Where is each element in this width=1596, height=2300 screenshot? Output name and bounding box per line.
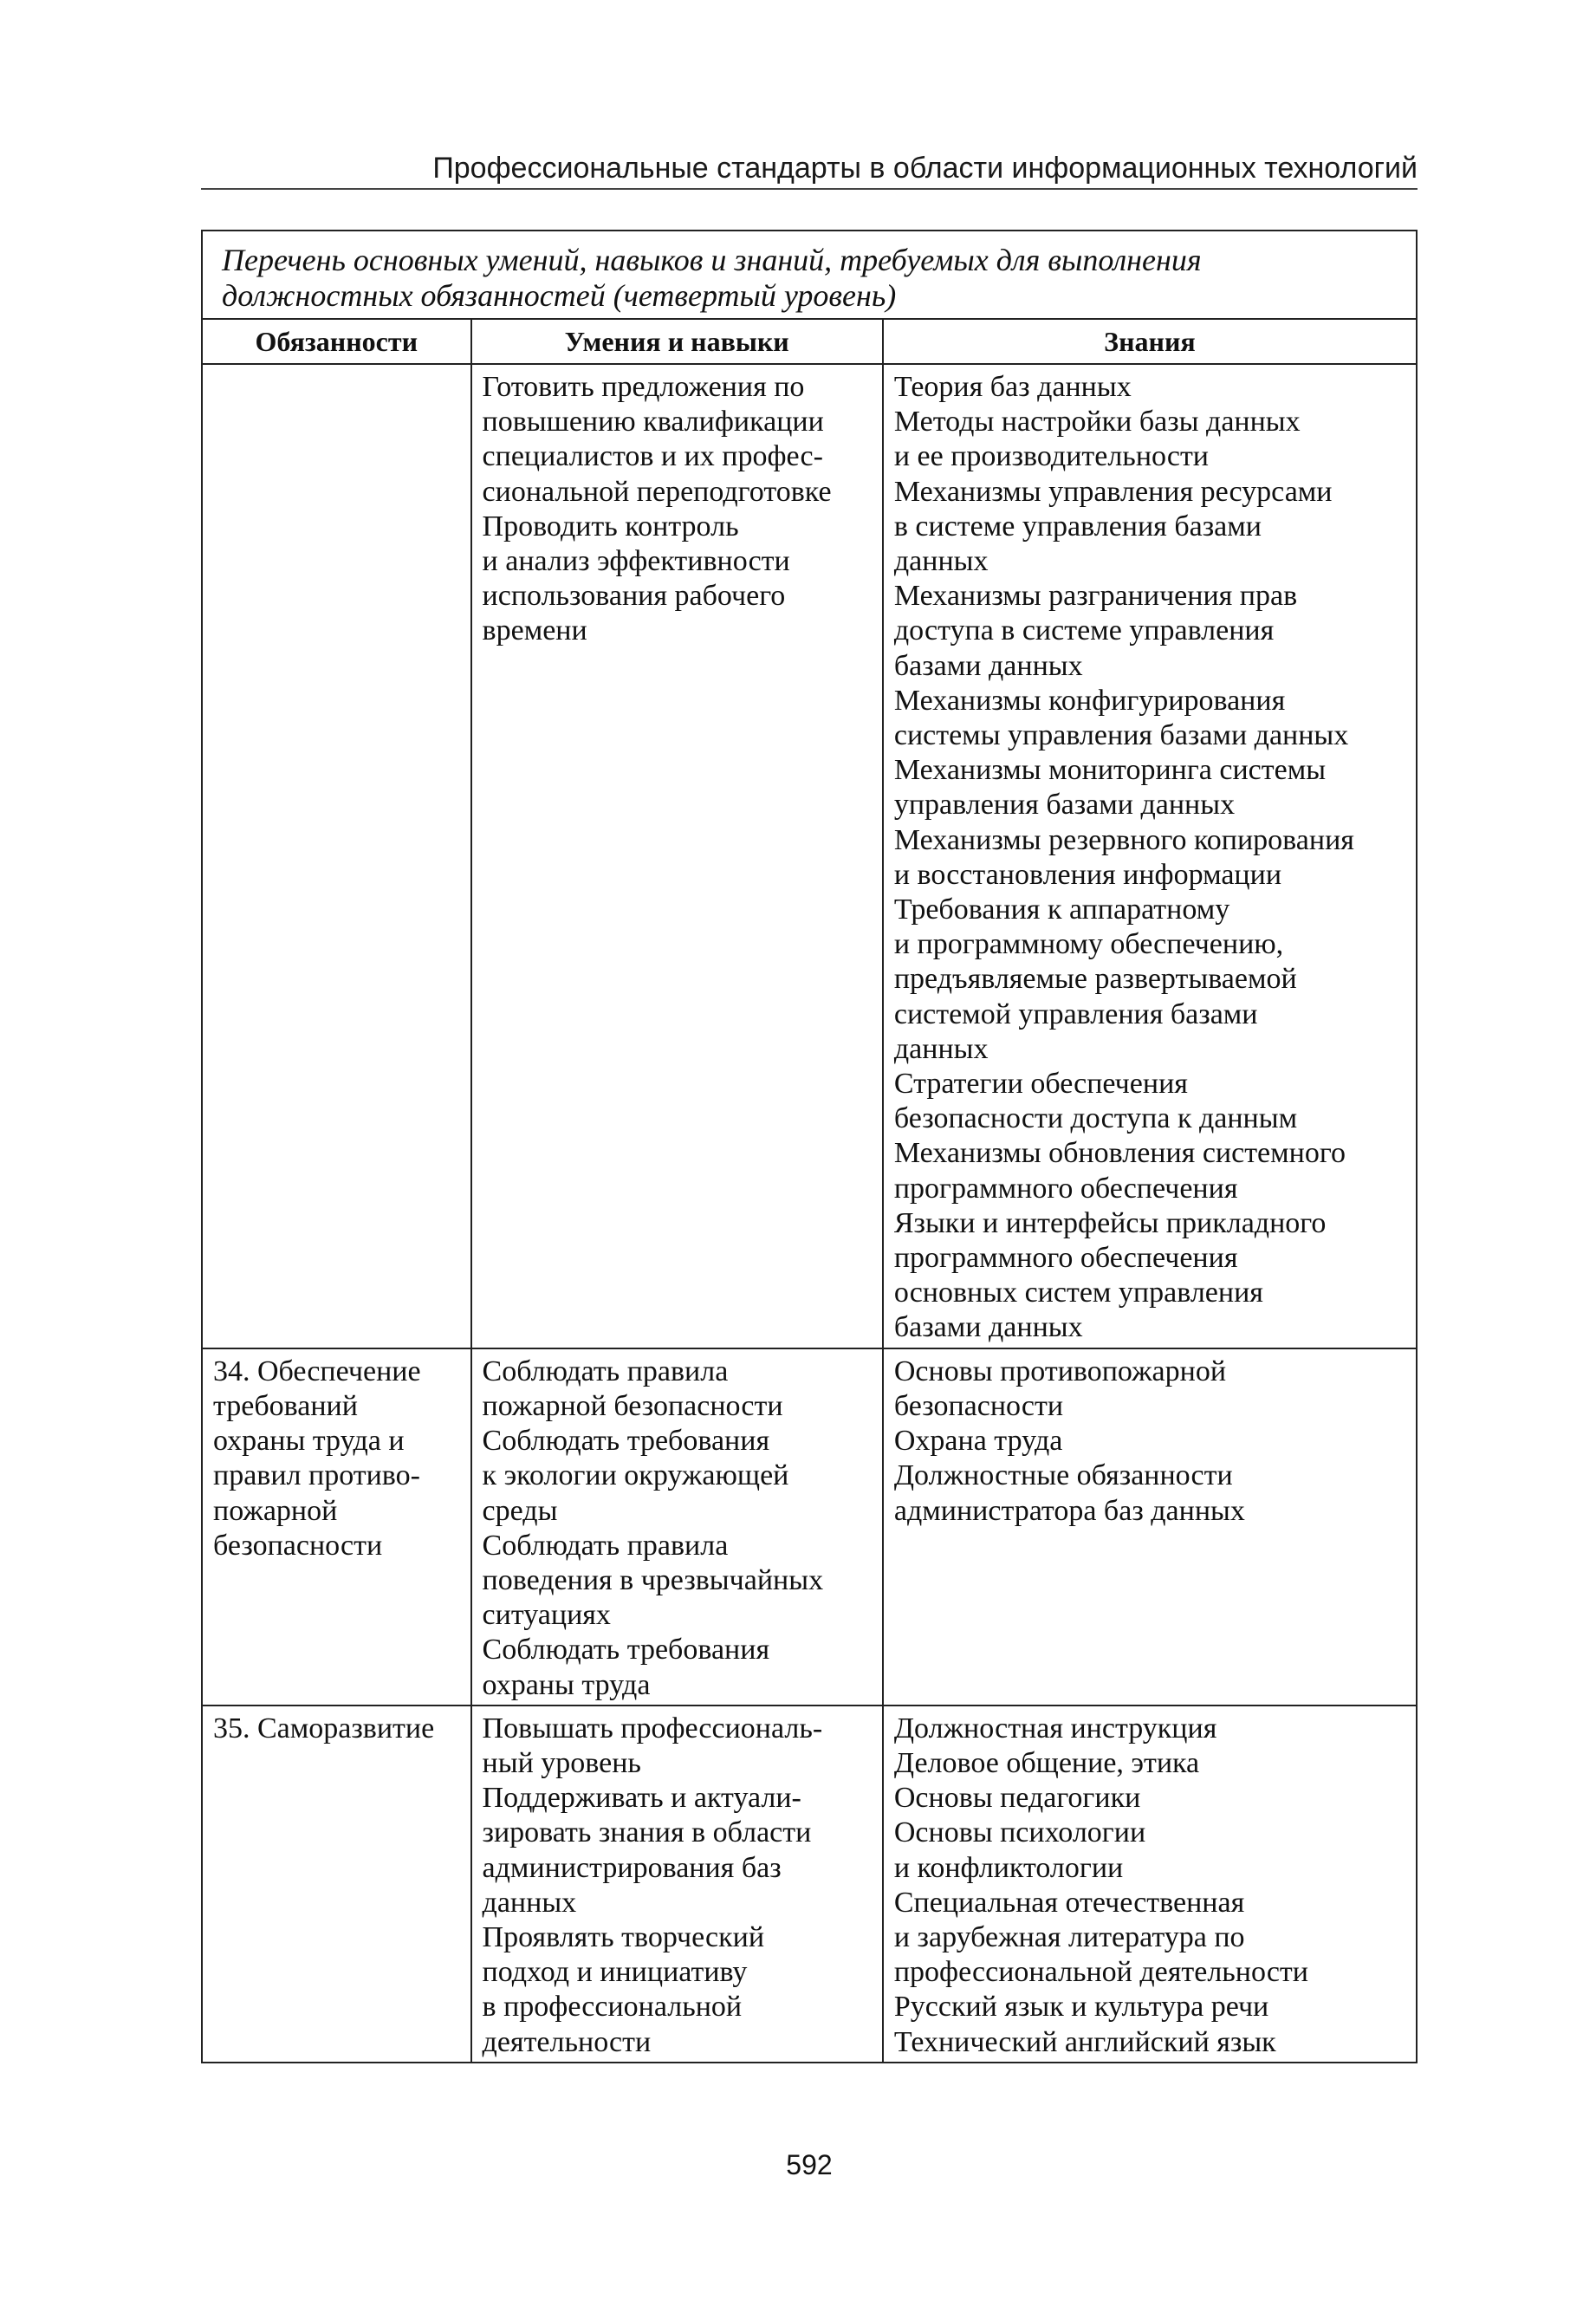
cell-line: ситуациях <box>482 1599 611 1632</box>
cell-line: ный уровень <box>482 1746 641 1779</box>
duties-cell <box>202 1348 471 1706</box>
cell-line: основных систем управления <box>893 1277 1263 1309</box>
cell-line: управления базами данных <box>893 789 1236 822</box>
knowledge-cell <box>883 1706 1417 2063</box>
cell-line: Должностные обязанности <box>893 1459 1233 1492</box>
cell-line: Технический английский язык <box>893 2025 1276 2058</box>
cell-line: и ее производительности <box>893 440 1210 473</box>
cell-line: пожарной безопасности <box>482 1389 783 1422</box>
cell-line: Основы педагогики <box>893 1782 1141 1815</box>
caption-row <box>202 231 1417 319</box>
cell-line: программного обеспечения <box>893 1242 1238 1275</box>
cell-line: специалистов и их профес- <box>482 440 823 473</box>
cell-line: Механизмы обновления системного <box>893 1137 1346 1170</box>
cell-line: к экологии окружающей <box>482 1459 789 1492</box>
knowledge-cell <box>883 364 1417 1348</box>
duties-cell <box>202 1706 471 2063</box>
cell-line: Основы противопожарной <box>893 1355 1227 1387</box>
cell-line: охраны труда <box>482 1668 651 1701</box>
cell-line: Механизмы разграничения прав <box>893 580 1298 613</box>
cell-line: Повышать профессиональ- <box>482 1712 823 1744</box>
cell-line: в профессиональной <box>482 1991 743 2024</box>
cell-line: Поддерживать и актуали- <box>482 1782 801 1815</box>
cell-line: доступа в системе управления <box>893 614 1275 647</box>
page-number: 592 <box>786 2149 833 2180</box>
cell-line: предъявляемые развертываемой <box>893 963 1297 996</box>
cell-line: Готовить предложения по <box>482 371 805 403</box>
cell-line: времени <box>482 614 587 647</box>
cell-line: Основы психологии <box>893 1816 1146 1849</box>
skills-cell <box>471 1706 883 2063</box>
cell-line: Механизмы конфигурирования <box>893 684 1286 717</box>
cell-line: и зарубежная литература по <box>893 1920 1245 1953</box>
cell-line: безопасности доступа к данным <box>893 1102 1298 1135</box>
cell-line: Стратегии обеспечения <box>893 1068 1188 1101</box>
cell-line: системой управления базами <box>893 997 1258 1030</box>
cell-line: Русский язык и культура речи <box>893 1991 1269 2024</box>
table-row <box>202 1348 1417 1706</box>
cell-line: безопасности <box>213 1529 383 1562</box>
caption-line: Перечень основных умений, навыков и знаний, требуемых для выполнения <box>222 243 1202 277</box>
cell-line: в системе управления базами <box>893 510 1262 543</box>
header-rule <box>201 188 1418 190</box>
cell-line: базами данных <box>893 1311 1083 1344</box>
cell-line: 34. Обеспечение <box>213 1355 421 1387</box>
cell-line: Соблюдать требования <box>482 1425 770 1458</box>
cell-line: Требования к аппаратному <box>893 893 1230 926</box>
cell-line: Охрана труда <box>893 1425 1063 1458</box>
cell-line: среды <box>482 1494 558 1527</box>
header-knowledge: Знания <box>883 319 1417 364</box>
caption-line: должностных обязанностей (четвертый уровень) <box>222 278 897 313</box>
cell-line: сиональной переподготовке <box>482 475 832 508</box>
cell-line: Проявлять творческий <box>482 1920 765 1953</box>
cell-line: Должностная инструкция <box>893 1712 1217 1744</box>
cell-line: профессиональной деятельности <box>893 1956 1308 1989</box>
cell-line: Специальная отечественная <box>893 1886 1245 1919</box>
cell-line: данных <box>482 1886 577 1919</box>
table-row <box>202 364 1417 1348</box>
cell-line: данных <box>893 1032 989 1065</box>
cell-line: Проводить контроль <box>482 510 739 543</box>
header-duties: Обязанности <box>202 319 471 364</box>
cell-line: правил противо- <box>213 1459 420 1492</box>
header-skills: Умения и навыки <box>471 319 883 364</box>
cell-line: и анализ эффективности <box>482 545 790 578</box>
cell-line: Механизмы управления ресурсами <box>893 475 1333 508</box>
cell-line: программного обеспечения <box>893 1172 1238 1205</box>
cell-line: и конфликтологии <box>893 1851 1124 1884</box>
skills-cell <box>471 1348 883 1706</box>
cell-line: поведения в чрезвычайных <box>482 1563 824 1596</box>
cell-line: системы управления базами данных <box>893 719 1349 752</box>
cell-line: зировать знания в области <box>482 1816 812 1849</box>
cell-line: Языки и интерфейсы прикладного <box>893 1206 1327 1239</box>
cell-line: данных <box>893 545 989 578</box>
cell-line: повышению квалификации <box>482 406 824 439</box>
cell-line: и восстановления информации <box>893 858 1282 891</box>
table-row <box>202 1706 1417 2063</box>
cell-line: 35. Саморазвитие <box>213 1712 435 1744</box>
cell-line: Методы настройки базы данных <box>893 406 1301 439</box>
skills-cell <box>471 364 883 1348</box>
duties-cell <box>202 364 471 1348</box>
cell-line: Соблюдать требования <box>482 1634 770 1667</box>
cell-line: Механизмы резервного копирования <box>893 823 1354 856</box>
cell-line: Соблюдать правила <box>482 1529 729 1562</box>
skills-table <box>201 230 1418 2063</box>
cell-line: и программному обеспечению, <box>893 928 1284 961</box>
header-row <box>202 319 1417 364</box>
cell-line: безопасности <box>893 1389 1064 1422</box>
cell-line: Механизмы мониторинга системы <box>893 754 1327 787</box>
cell-line: администратора баз данных <box>893 1494 1245 1527</box>
cell-line: Теория баз данных <box>893 371 1132 403</box>
cell-line: базами данных <box>893 649 1083 682</box>
table-caption <box>202 231 1417 319</box>
cell-line: охраны труда и <box>213 1425 405 1458</box>
cell-line: администрирования баз <box>482 1851 782 1884</box>
cell-line: требований <box>213 1389 358 1422</box>
cell-line: Деловое общение, этика <box>893 1746 1200 1779</box>
cell-line: пожарной <box>213 1494 338 1527</box>
cell-line: деятельности <box>482 2025 652 2058</box>
cell-line: Соблюдать правила <box>482 1355 729 1387</box>
cell-line: подход и инициативу <box>482 1956 748 1989</box>
running-head: Профессиональные стандарты в области информационных технологий <box>432 152 1418 185</box>
cell-line: использования рабочего <box>482 580 786 613</box>
knowledge-cell <box>883 1348 1417 1706</box>
